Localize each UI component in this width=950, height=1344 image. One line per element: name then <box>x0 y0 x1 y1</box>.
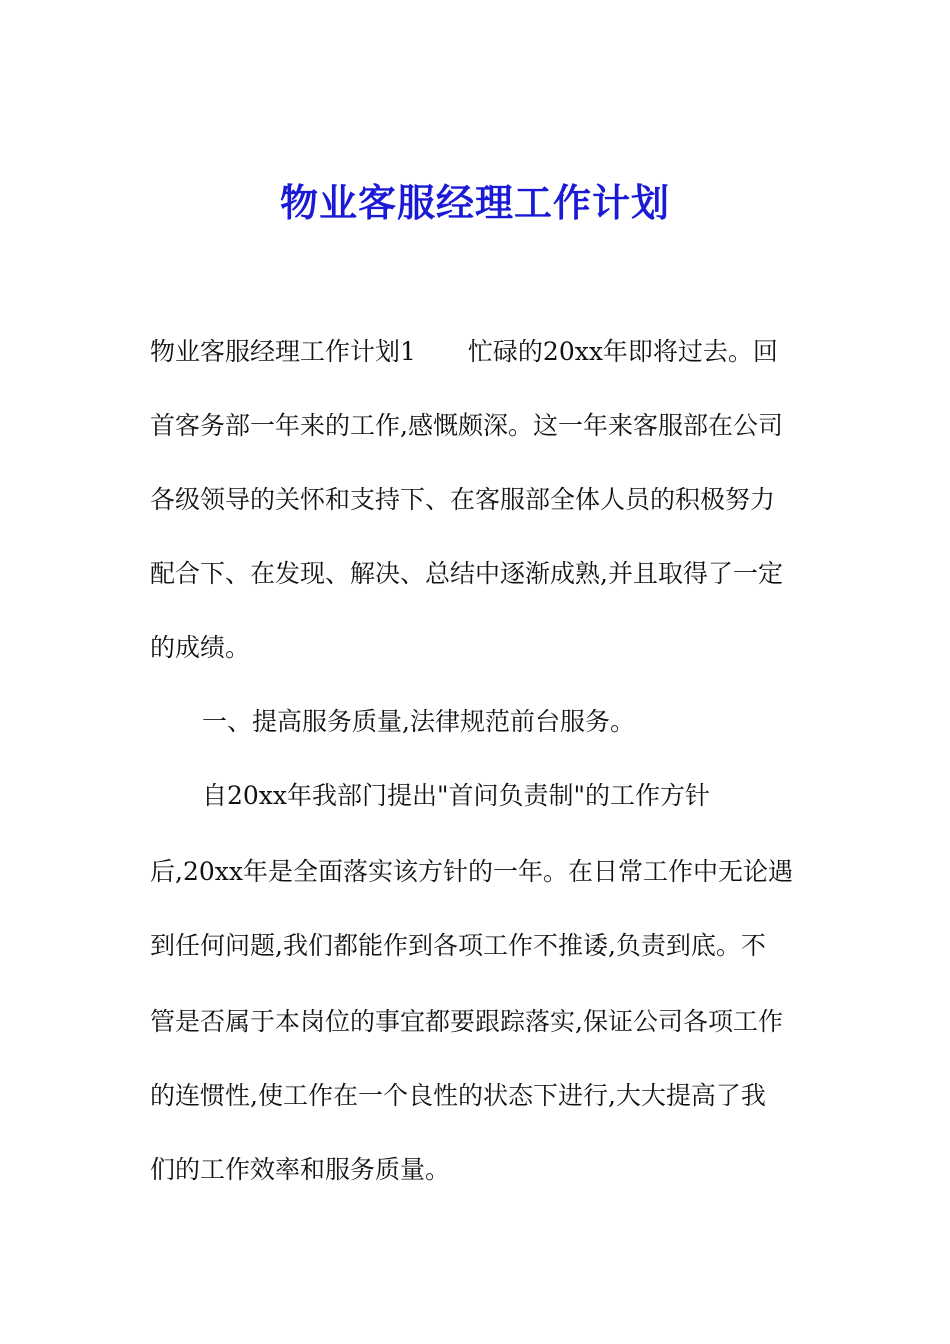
paragraph-1-heading: 物业客服经理工作计划1 <box>150 337 416 366</box>
paragraph-2-line-6: 们的工作效率和服务质量。 <box>150 1155 451 1184</box>
paragraph-2-line-5: 的连惯性,使工作在一个良性的状态下进行,大大提高了我 <box>150 1081 766 1110</box>
paragraph-2-line-3: 到任何问题,我们都能作到各项工作不推诿,负责到底。不 <box>150 931 766 960</box>
paragraph-1-line-5: 的成绩。 <box>150 633 251 662</box>
paragraph-2-line-1: 自20xx年我部门提出"首问负责制"的工作方针 <box>202 781 711 810</box>
paragraph-1-line-3: 各级领导的关怀和支持下、在客服部全体人员的积极努力 <box>150 485 776 514</box>
paragraph-1-line-1 <box>150 334 778 370</box>
section-1-heading: 一、提高服务质量,法律规范前台服务。 <box>202 707 635 736</box>
paragraph-2-line-4: 管是否属于本岗位的事宜都要跟踪落实,保证公司各项工作 <box>150 1007 783 1036</box>
document-title: 物业客服经理工作计划 <box>279 180 670 225</box>
paragraph-2-line-2: 后,20xx年是全面落实该方针的一年。在日常工作中无论遇 <box>150 857 793 886</box>
paragraph-1-text: 忙碌的20xx年即将过去。回 <box>467 337 778 366</box>
paragraph-1-line-4: 配合下、在发现、解决、总结中逐渐成熟,并且取得了一定 <box>150 559 783 588</box>
paragraph-1-line-2: 首客务部一年来的工作,感慨颇深。这一年来客服部在公司 <box>150 411 783 440</box>
